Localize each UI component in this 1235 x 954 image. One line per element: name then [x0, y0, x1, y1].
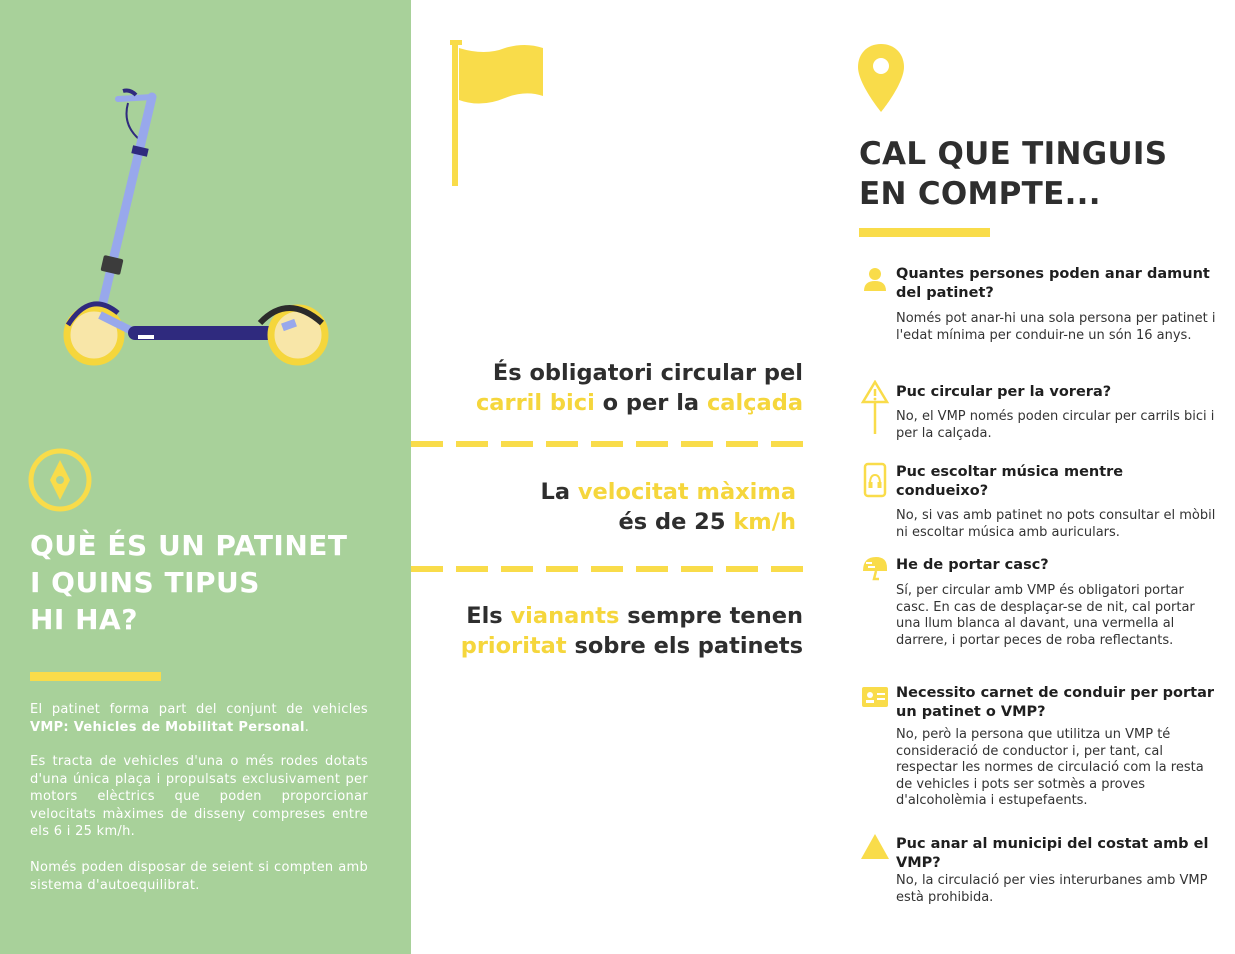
highlight-vianants: vianants: [510, 603, 620, 629]
statement-line: [416, 478, 796, 508]
statement-line: [416, 508, 796, 538]
left-paragraph-3: Només poden disposar de seient si compten amb sistema d'autoequilibrat.: [30, 860, 368, 893]
statement-line: [423, 389, 803, 419]
highlight-kmh: km/h: [733, 508, 796, 535]
question-answer: Sí, per circular amb VMP és obligatori portar casc. En cas de desplaçar-se de nit, cal portar una llum blanca al davant, una vermella al darrere, i portar peces de roba reflectants.: [896, 583, 1195, 648]
highlight-calcada: calçada: [706, 389, 803, 416]
statement-bike-lane: [423, 359, 803, 418]
highlight-carril-bici: carril bici: [475, 389, 595, 416]
right-title-line: CAL QUE TINGUIS: [859, 136, 1168, 172]
question-answer: No, la circulació per vies interurbanes amb VMP està prohibida.: [896, 873, 1208, 905]
highlight-velocitat: velocitat màxima: [577, 479, 796, 505]
dashed-divider: [411, 566, 803, 572]
right-title-line: EN COMPTE...: [859, 176, 1101, 212]
question-answer: Només pot anar-hi una sola persona per patinet i l'edat mínima per conduir-ne un són 16 anys.: [896, 311, 1216, 343]
question-heading: Puc escoltar música mentre condueixo?: [896, 464, 1124, 499]
left-title-line: HI HA?: [30, 603, 138, 636]
question-answer: No, el VMP només poden circular per carrils bici i per la calçada.: [896, 409, 1215, 441]
flag-icon: [445, 40, 547, 186]
p1-vmp: VMP:: [30, 719, 74, 735]
left-panel: [0, 0, 411, 954]
scooter-illustration: [60, 85, 335, 375]
question-answer: No, però la persona que utilitza un VMP té consideració de conductor i, per tant, cal respectar les normes de circulació com la resta de vehicles i pots ser sotmès a proves d'alcoholèmia i estupefaents.: [896, 727, 1204, 808]
statement-text: La: [540, 479, 578, 505]
warning-sign-icon: [860, 380, 890, 435]
statement-line: [423, 632, 803, 662]
p1-end: .: [304, 719, 310, 735]
phone-headphones-icon: [860, 462, 890, 498]
question-heading: Puc anar al municipi del costat amb el VMP?: [896, 836, 1209, 871]
highlight-prioritat: prioritat: [460, 632, 567, 659]
statement-line: [423, 602, 803, 632]
location-pin-icon: [856, 42, 906, 114]
left-title: [30, 527, 400, 638]
statement-pedestrians: [423, 602, 803, 661]
statement-line: És obligatori circular pel: [492, 360, 803, 386]
left-paragraph-1: [30, 701, 368, 736]
dashed-divider: [411, 441, 803, 447]
compass-icon: [28, 448, 92, 512]
left-title-line: QUÈ ÉS UN PATINET: [30, 529, 348, 562]
question-heading: Puc circular per la vorera?: [896, 384, 1112, 400]
left-title-underline: [30, 672, 161, 681]
statement-text: és de 25: [618, 508, 734, 535]
right-title-underline: [859, 228, 990, 237]
question-answer: No, si vas amb patinet no pots consultar el mòbil ni escoltar música amb auriculars.: [896, 508, 1216, 540]
statement-text: Els: [466, 603, 511, 629]
statement-max-speed: [416, 478, 796, 537]
person-icon: [860, 265, 890, 295]
id-card-icon: [860, 682, 890, 712]
statement-text: o per la: [594, 389, 707, 416]
question-heading: Quantes persones poden anar damunt del patinet?: [896, 266, 1210, 301]
warning-triangle-icon: [860, 832, 890, 862]
question-heading: He de portar casc?: [896, 557, 1049, 573]
question-heading: Necessito carnet de conduir per portar un patinet o VMP?: [896, 685, 1215, 720]
right-title: [859, 134, 1219, 214]
p1-bold: Vehicles de Mobilitat Personal: [73, 719, 305, 735]
statement-text: sobre els patinets: [566, 632, 803, 659]
p1-text: El patinet forma part del conjunt de vehicles: [30, 702, 368, 717]
left-title-line: I QUINS TIPUS: [30, 566, 260, 599]
statement-text: sempre tenen: [619, 603, 803, 629]
left-paragraph-2: Es tracta de vehicles d'una o més rodes dotats d'una única plaça i propulsats exclusivament per motors elèctrics que poden proporcionar velocitats màximes de disseny compreses entre els 6 i 25 km/h.: [30, 754, 368, 839]
helmet-icon: [860, 552, 890, 582]
